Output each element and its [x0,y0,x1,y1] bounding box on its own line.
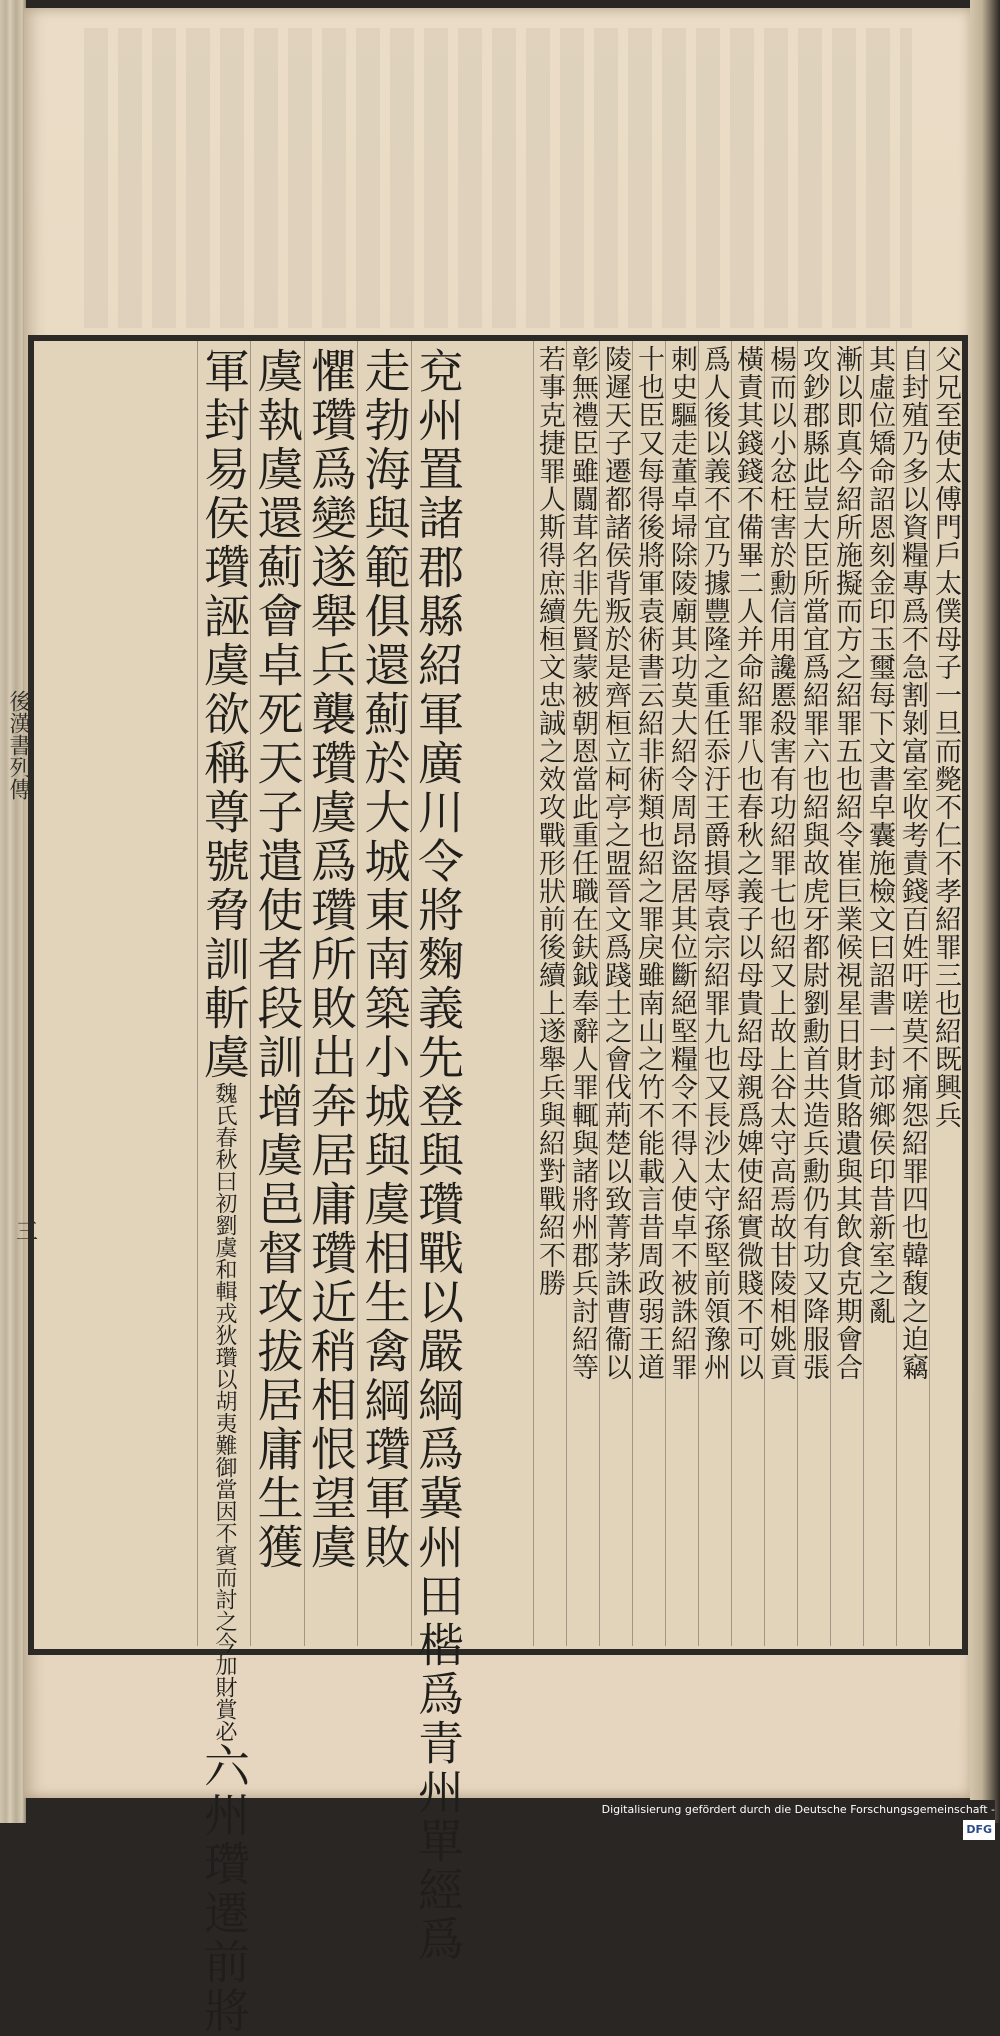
book-spine-edge [970,0,1000,1823]
small-column: 漸以即真今紹所施擬而方之紹罪五也紹令崔巨業候視星日財貨賂遺與其飲食克期會合 [830,341,863,1646]
small-column: 楊而以小忿枉害於勳信用讒慝殺害有功紹罪七也紹又上故上谷太守高焉故甘陵相姚貢 [764,341,797,1646]
small-column: 若事克捷罪人斯得庶續桓文忠誠之效攻戰形狀前後續上遂舉兵與紹對戰紹不勝 [533,341,566,1646]
large-column [357,341,411,1646]
column-text-tail: 以嚴綱爲冀州田楷爲青州單經爲 [411,1278,465,1964]
column-text-tail: 近稍相恨望虞 [304,1278,358,1572]
large-column [250,341,304,1646]
column-text: 懼瓚爲變遂舉兵襲瓚虞爲瓚所敗出奔居庸瓚 [304,347,358,1278]
large-text-columns [34,341,465,2036]
small-column: 刺史驅走董卓埽除陵廟其功莫大紹令周昂盜居其位斷絕堅糧令不得入使卓不被誅紹罪 [665,341,698,1646]
small-text-columns [464,341,962,1649]
large-column [304,341,358,1646]
small-column: 橫責其錢錢不備畢二人并命紹罪八也春秋之義子以母貴紹母親爲婢使紹實微賤不可以 [731,341,764,1646]
fold-page-number: 三 [16,1220,39,1245]
column-text-tail: 攻拔居庸生獲 [250,1278,305,1572]
dfg-logo-icon: DFG [963,1820,995,1840]
small-column: 父兄至使太傅門戶太僕母子一旦而斃不仁不孝紹罪三也紹既興兵 [929,341,962,1646]
column-text-tail: 六州瓚遷前將 [197,1742,251,2036]
small-column: 自封殖乃多以資糧專爲不急割剝富室收考責錢百姓吁嗟莫不痛怨紹罪四也韓馥之迫竊 [896,341,929,1646]
small-column: 其虛位矯命詔恩刻金印玉璽每下文書皁囊施檢文曰詔書一封邟鄉侯印昔新室之亂 [863,341,896,1646]
large-column [411,341,465,1964]
credit-text: Digitalisierung gefördert durch die Deutsche Forschungsgemeinschaft - [601,1803,995,1816]
column-text: 虞執虞還薊會卓死天子遣使者段訓增虞邑督 [250,347,305,1278]
large-column [197,341,251,2036]
column-text: 走勃海與範俱還薊於大城東南築小城與虞相 [357,347,412,1278]
small-column: 攻鈔郡縣此豈大臣所當宜爲紹罪六也紹與故虎牙都尉劉勳首共造兵勳仍有功又降服張 [797,341,830,1646]
digitization-credit [600,1800,995,1836]
small-column: 彰無禮臣雖闒茸名非先賢蒙被朝恩當此重任職在鈇鉞奉辭人罪輒與諸將州郡兵討紹等 [566,341,599,1646]
small-column: 十也臣又每得後將軍袁術書云紹非術類也紹之罪戾雖南山之竹不能載言昔周政弱王道 [632,341,665,1646]
column-text: 軍封易侯瓚誣虞欲稱尊號脅訓斬虞 [197,347,251,1082]
small-column: 爲人後以義不宜乃據豐隆之重任忝汙王爵損辱袁宗紹罪九也又長沙太守孫堅前領豫州 [698,341,731,1646]
fold-label: 後漢書列傳 [6,690,31,800]
annotation-note: 魏氏春秋曰初劉虞和輯戎狄瓚以胡夷難御當因不賓而討之今加財賞必 [212,1082,237,1742]
column-text-tail: 生禽綱瓚軍敗 [357,1278,412,1572]
small-column: 陵遲天子遷都諸侯背叛於是齊桓立柯亭之盟晉文爲踐土之會伐荊楚以致菁茅誅曹衞以 [599,341,632,1646]
book-page-stack [0,0,26,1823]
bleed-through-text [84,28,912,328]
column-text: 兗州置諸郡縣紹軍廣川令將麴義先登與瓚戰 [411,347,465,1278]
